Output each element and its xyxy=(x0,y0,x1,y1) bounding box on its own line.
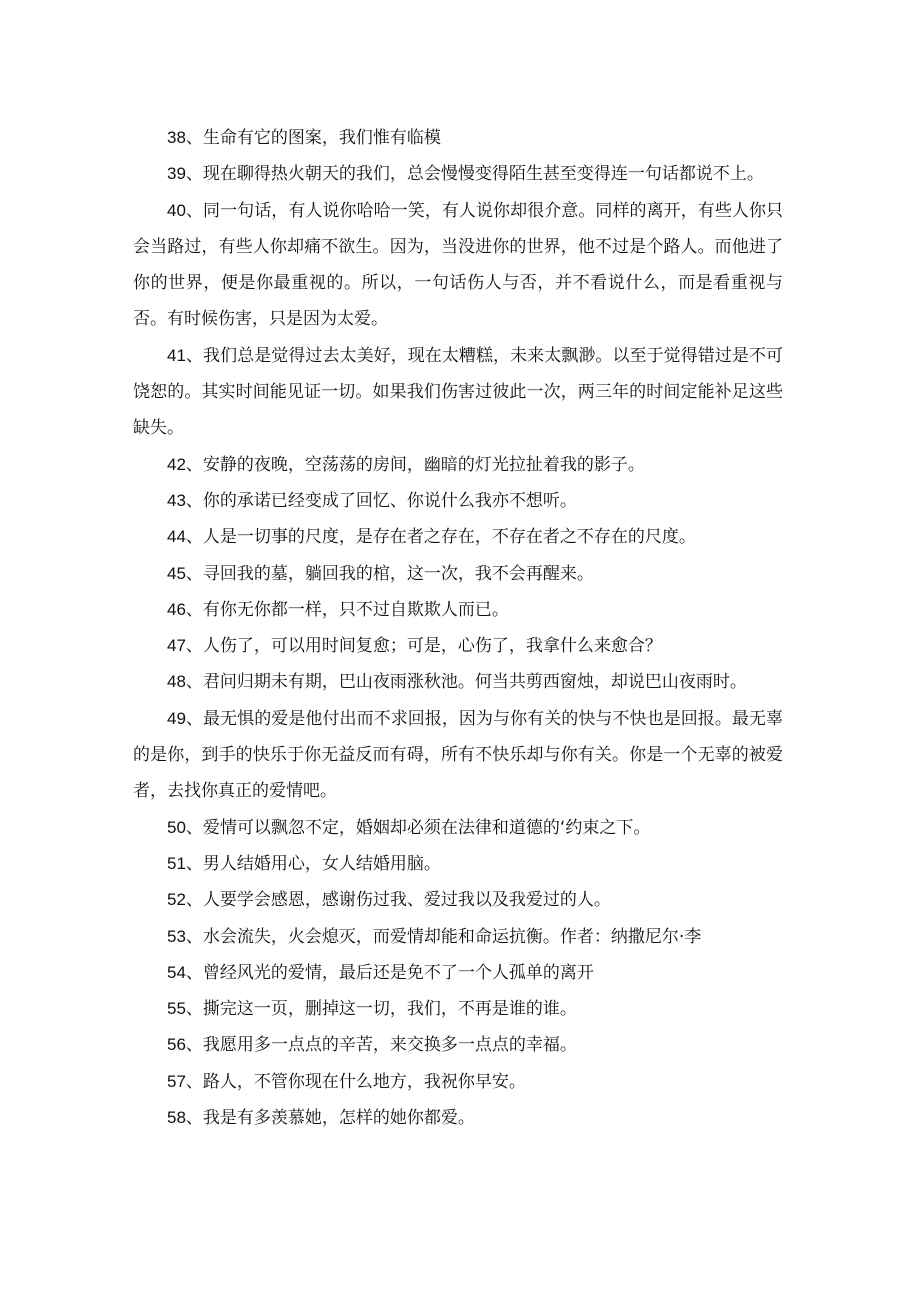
item-text: 君问归期未有期，巴山夜雨涨秋池。何当共剪西窗烛，却说巴山夜雨时。 xyxy=(202,672,747,693)
item-text: 路人，不管你现在什么地方，我祝你早安。 xyxy=(202,1071,526,1092)
item-text: 我是有多羡慕她，怎样的她你都爱。 xyxy=(202,1108,475,1129)
item-number: 58 xyxy=(167,1108,186,1128)
item-separator: 、 xyxy=(185,1035,203,1056)
list-item xyxy=(133,882,783,918)
document-body xyxy=(133,120,783,1136)
item-number: 45 xyxy=(167,563,186,583)
item-text: 有你无你都一样，只不过自欺欺人而已。 xyxy=(202,599,509,620)
item-number: 44 xyxy=(167,527,186,547)
item-text: 人要学会感恩，感谢伤过我、爱过我以及我爱过的人。 xyxy=(202,890,611,911)
list-item xyxy=(133,120,783,156)
item-number: 42 xyxy=(167,454,186,474)
list-item xyxy=(133,556,783,592)
item-text: 安静的夜晚，空荡荡的房间，幽暗的灯光拉扯着我的影子。 xyxy=(202,454,645,475)
item-separator: 、 xyxy=(185,563,203,584)
item-number: 51 xyxy=(167,853,186,873)
list-item xyxy=(133,810,783,846)
item-text: 曾经风光的爱情，最后还是免不了一个人孤单的离开 xyxy=(202,962,594,983)
item-text: 寻回我的墓，躺回我的棺，这一次，我不会再醒来。 xyxy=(202,563,594,584)
list-item xyxy=(133,519,783,555)
list-item xyxy=(133,1027,783,1063)
item-text: 人是一切事的尺度，是存在者之存在，不存在者之不存在的尺度。 xyxy=(202,527,696,548)
list-item xyxy=(133,991,783,1027)
item-separator: 、 xyxy=(185,527,203,548)
item-number: 54 xyxy=(167,962,186,982)
item-text: 你的承诺已经变成了回忆、你说什么我亦不想听。 xyxy=(202,490,577,511)
list-item xyxy=(133,701,783,810)
item-number: 47 xyxy=(167,636,186,656)
item-number: 55 xyxy=(167,999,186,1019)
list-item xyxy=(133,592,783,628)
list-item xyxy=(133,846,783,882)
item-text: 撕完这一页，删掉这一切，我们，不再是谁的谁。 xyxy=(202,999,577,1020)
item-number: 50 xyxy=(167,817,186,837)
item-number: 56 xyxy=(167,1035,186,1055)
item-text: 现在聊得热火朝天的我们，总会慢慢变得陌生甚至变得连一句话都说不上。 xyxy=(202,164,764,185)
item-separator: 、 xyxy=(185,999,203,1020)
item-text: 水会流失，火会熄灭，而爱情却能和命运抗衡。作者：纳撒尼尔·李 xyxy=(202,926,702,947)
item-number: 49 xyxy=(167,708,186,728)
item-separator: 、 xyxy=(185,853,203,874)
list-item xyxy=(133,955,783,991)
item-number: 53 xyxy=(167,926,186,946)
item-separator: 、 xyxy=(185,672,203,693)
item-separator: 、 xyxy=(185,708,204,729)
item-text: 我们总是觉得过去太美好，现在太糟糕，未来太飘渺。以至于觉得错过是不可饶恕的。其实时间能见证一切。如果我们伤害过彼此一次，两三年的时间定能补足这些缺失。 xyxy=(133,345,784,439)
item-separator: 、 xyxy=(185,454,203,475)
item-separator: 、 xyxy=(185,1108,203,1129)
item-text: 男人结婚用心，女人结婚用脑。 xyxy=(202,853,441,874)
item-number: 43 xyxy=(167,490,186,510)
item-number: 39 xyxy=(167,164,186,184)
list-item xyxy=(133,1100,783,1136)
item-number: 46 xyxy=(167,599,186,619)
item-separator: 、 xyxy=(185,1071,203,1092)
item-separator: 、 xyxy=(185,128,203,148)
list-item xyxy=(133,483,783,519)
item-number: 41 xyxy=(167,345,186,365)
list-item xyxy=(133,447,783,483)
list-item xyxy=(133,919,783,955)
item-separator: 、 xyxy=(185,599,203,620)
item-number: 57 xyxy=(167,1071,186,1091)
item-separator: 、 xyxy=(185,962,203,983)
list-item xyxy=(133,664,783,700)
item-number: 52 xyxy=(167,890,186,910)
item-text: 同一句话，有人说你哈哈一笑，有人说你却很介意。同样的离开，有些人你只会当路过，有些人你却痛不欲生。因为，当没进你的世界，他不过是个路人。而他进了你的世界，便是你最重视的。所以，一句话伤人与否，并不看说什么，而是看重视与否。有时候伤害，只是因为太爱。 xyxy=(133,200,784,330)
list-item xyxy=(133,156,783,192)
item-separator: 、 xyxy=(185,890,203,911)
item-separator: 、 xyxy=(185,490,203,511)
item-separator: 、 xyxy=(185,636,203,657)
item-text: 最无惧的爱是他付出而不求回报，因为与你有关的快与不快也是回报。最无辜的是你，到手的快乐于你无益反而有碍，所有不快乐却与你有关。你是一个无辜的被爱者，去找你真正的爱情吧。 xyxy=(133,708,784,802)
item-separator: 、 xyxy=(185,164,203,185)
list-item xyxy=(133,1064,783,1100)
list-item xyxy=(133,628,783,664)
list-item xyxy=(133,193,783,338)
item-text: 爱情可以飘忽不定，婚姻却必须在法律和道德的‘约束之下。 xyxy=(202,817,651,838)
item-separator: 、 xyxy=(185,926,203,947)
item-text: 生命有它的图案，我们惟有临模 xyxy=(202,128,441,148)
item-text: 我愿用多一点点的辛苦，来交换多一点点的幸福。 xyxy=(202,1035,577,1056)
item-number: 38 xyxy=(167,128,186,147)
item-number: 40 xyxy=(167,200,186,220)
list-item xyxy=(133,338,783,447)
item-text: 人伤了，可以用时间复愈；可是，心伤了，我拿什么来愈合？ xyxy=(202,636,662,657)
item-separator: 、 xyxy=(185,345,204,366)
item-separator: 、 xyxy=(185,817,203,838)
item-number: 48 xyxy=(167,672,186,692)
item-separator: 、 xyxy=(185,200,204,221)
